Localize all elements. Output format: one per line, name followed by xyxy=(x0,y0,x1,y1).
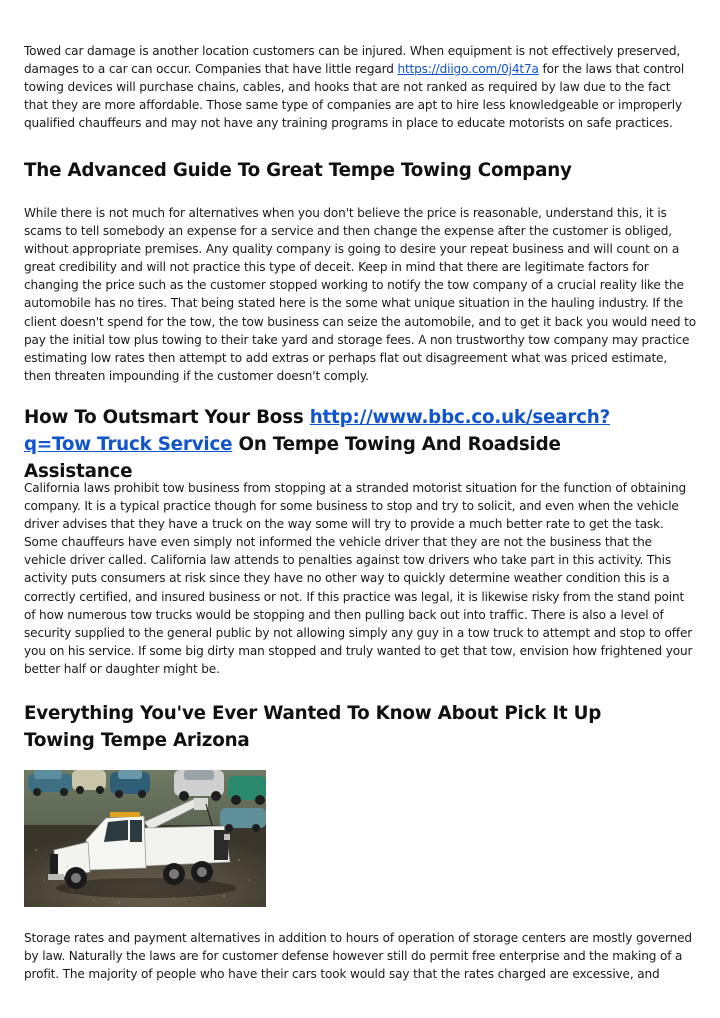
paragraph-pricing: While there is not much for alternatives when you don't believe the price is reasonable, understand this, it is scams to tell somebody an expense for a service and then change the expense after the customer is obliged, without appropriate premises. Any quality company is going to desire your repeat business and will count on a great credibility and will not practice this type of deceit. Keep in mind that there are legitimate factors for changing the price such as the customer stopped working to notify the tow company of a crucial reality like the automobile has no tires. That being stated here is the some what unique situation in the hauling industry. If the client doesn't spend for the tow, the tow business can seize the automobile, and to get it back you would need to pay the initial tow plus towing to their take yard and storage fees. A non trustworthy tow company may practice estimating low rates then attempt to add extras or perhaps flat out disagreement what was priced estimate, then threaten impounding if the customer doesn't comply. xyxy=(24,206,696,383)
heading-outsmart-boss-end: On Tempe Towing And Roadside Assistance xyxy=(24,434,561,482)
bbc-search-link[interactable]: http://www.bbc.co.uk/search?q=Tow Truck Service xyxy=(24,407,611,455)
paragraph-california-laws: California laws prohibit tow business from stopping at a stranded motorist situation for the function of obtaining company. It is a typical practice though for some business to stop and try to solicit, and even when the vehicle driver advises that they have a truck on the way some will try to provide a much better rate to get the task. Some chauffeurs have even simply not informed the vehicle driver that they are not the business that the vehicle driver called. California law attends to penalties against tow drivers who take part in this activity. This activity puts consumers at risk since they have no other way to quickly determine weather condition this is a correctly certified, and insured business or not. If this practice was legal, it is likewise risky from the stand point of how numerous tow trucks would be stopping and then pulling back out into traffic. There is also a level of security supplied to the general public by not allowing simply any guy in a tow truck to attempt and stop to offer you on his service. If some big dirty man stopped and truly wanted to get that tow, envision how frightened your better half or daughter might be. xyxy=(24,481,693,676)
paragraph-storage-rates: Storage rates and payment alternatives in addition to hours of operation of storage centers are mostly governed by law. Naturally the laws are for customer defense however still do permit free enterprise and the making of a profit. The majority of people who have their cars took would say that the rates charged are excessive, and xyxy=(24,931,692,982)
tow-truck-illustration xyxy=(24,770,266,907)
paragraph-intro-text-start: Towed car damage is another location customers can be injured. When equipment is not effectively preserved, damages to a car can occur. Companies that have little regard xyxy=(24,44,681,77)
heading-advanced-guide: The Advanced Guide To Great Tempe Towing Company xyxy=(24,160,572,181)
diigo-link[interactable]: https://diigo.com/0j4t7a xyxy=(397,62,539,77)
heading-pick-it-up-towing: Everything You've Ever Wanted To Know About Pick It Up Towing Tempe Arizona xyxy=(24,703,602,751)
tow-truck-photo xyxy=(24,770,266,907)
heading-outsmart-boss-start: How To Outsmart Your Boss xyxy=(24,407,310,428)
paragraph-intro xyxy=(24,42,696,132)
heading-outsmart-boss xyxy=(24,404,664,485)
paragraph-intro-text-end: for the laws that control towing devices will purchase chains, cables, and hooks that are not ranked as required by law due to the fact that they are more affordable. Those same type of companies are apt to hire less knowledgeable or improperly qualified chauffeurs and may not have any training programs in place to educate motorists on safe practices. xyxy=(24,62,685,131)
